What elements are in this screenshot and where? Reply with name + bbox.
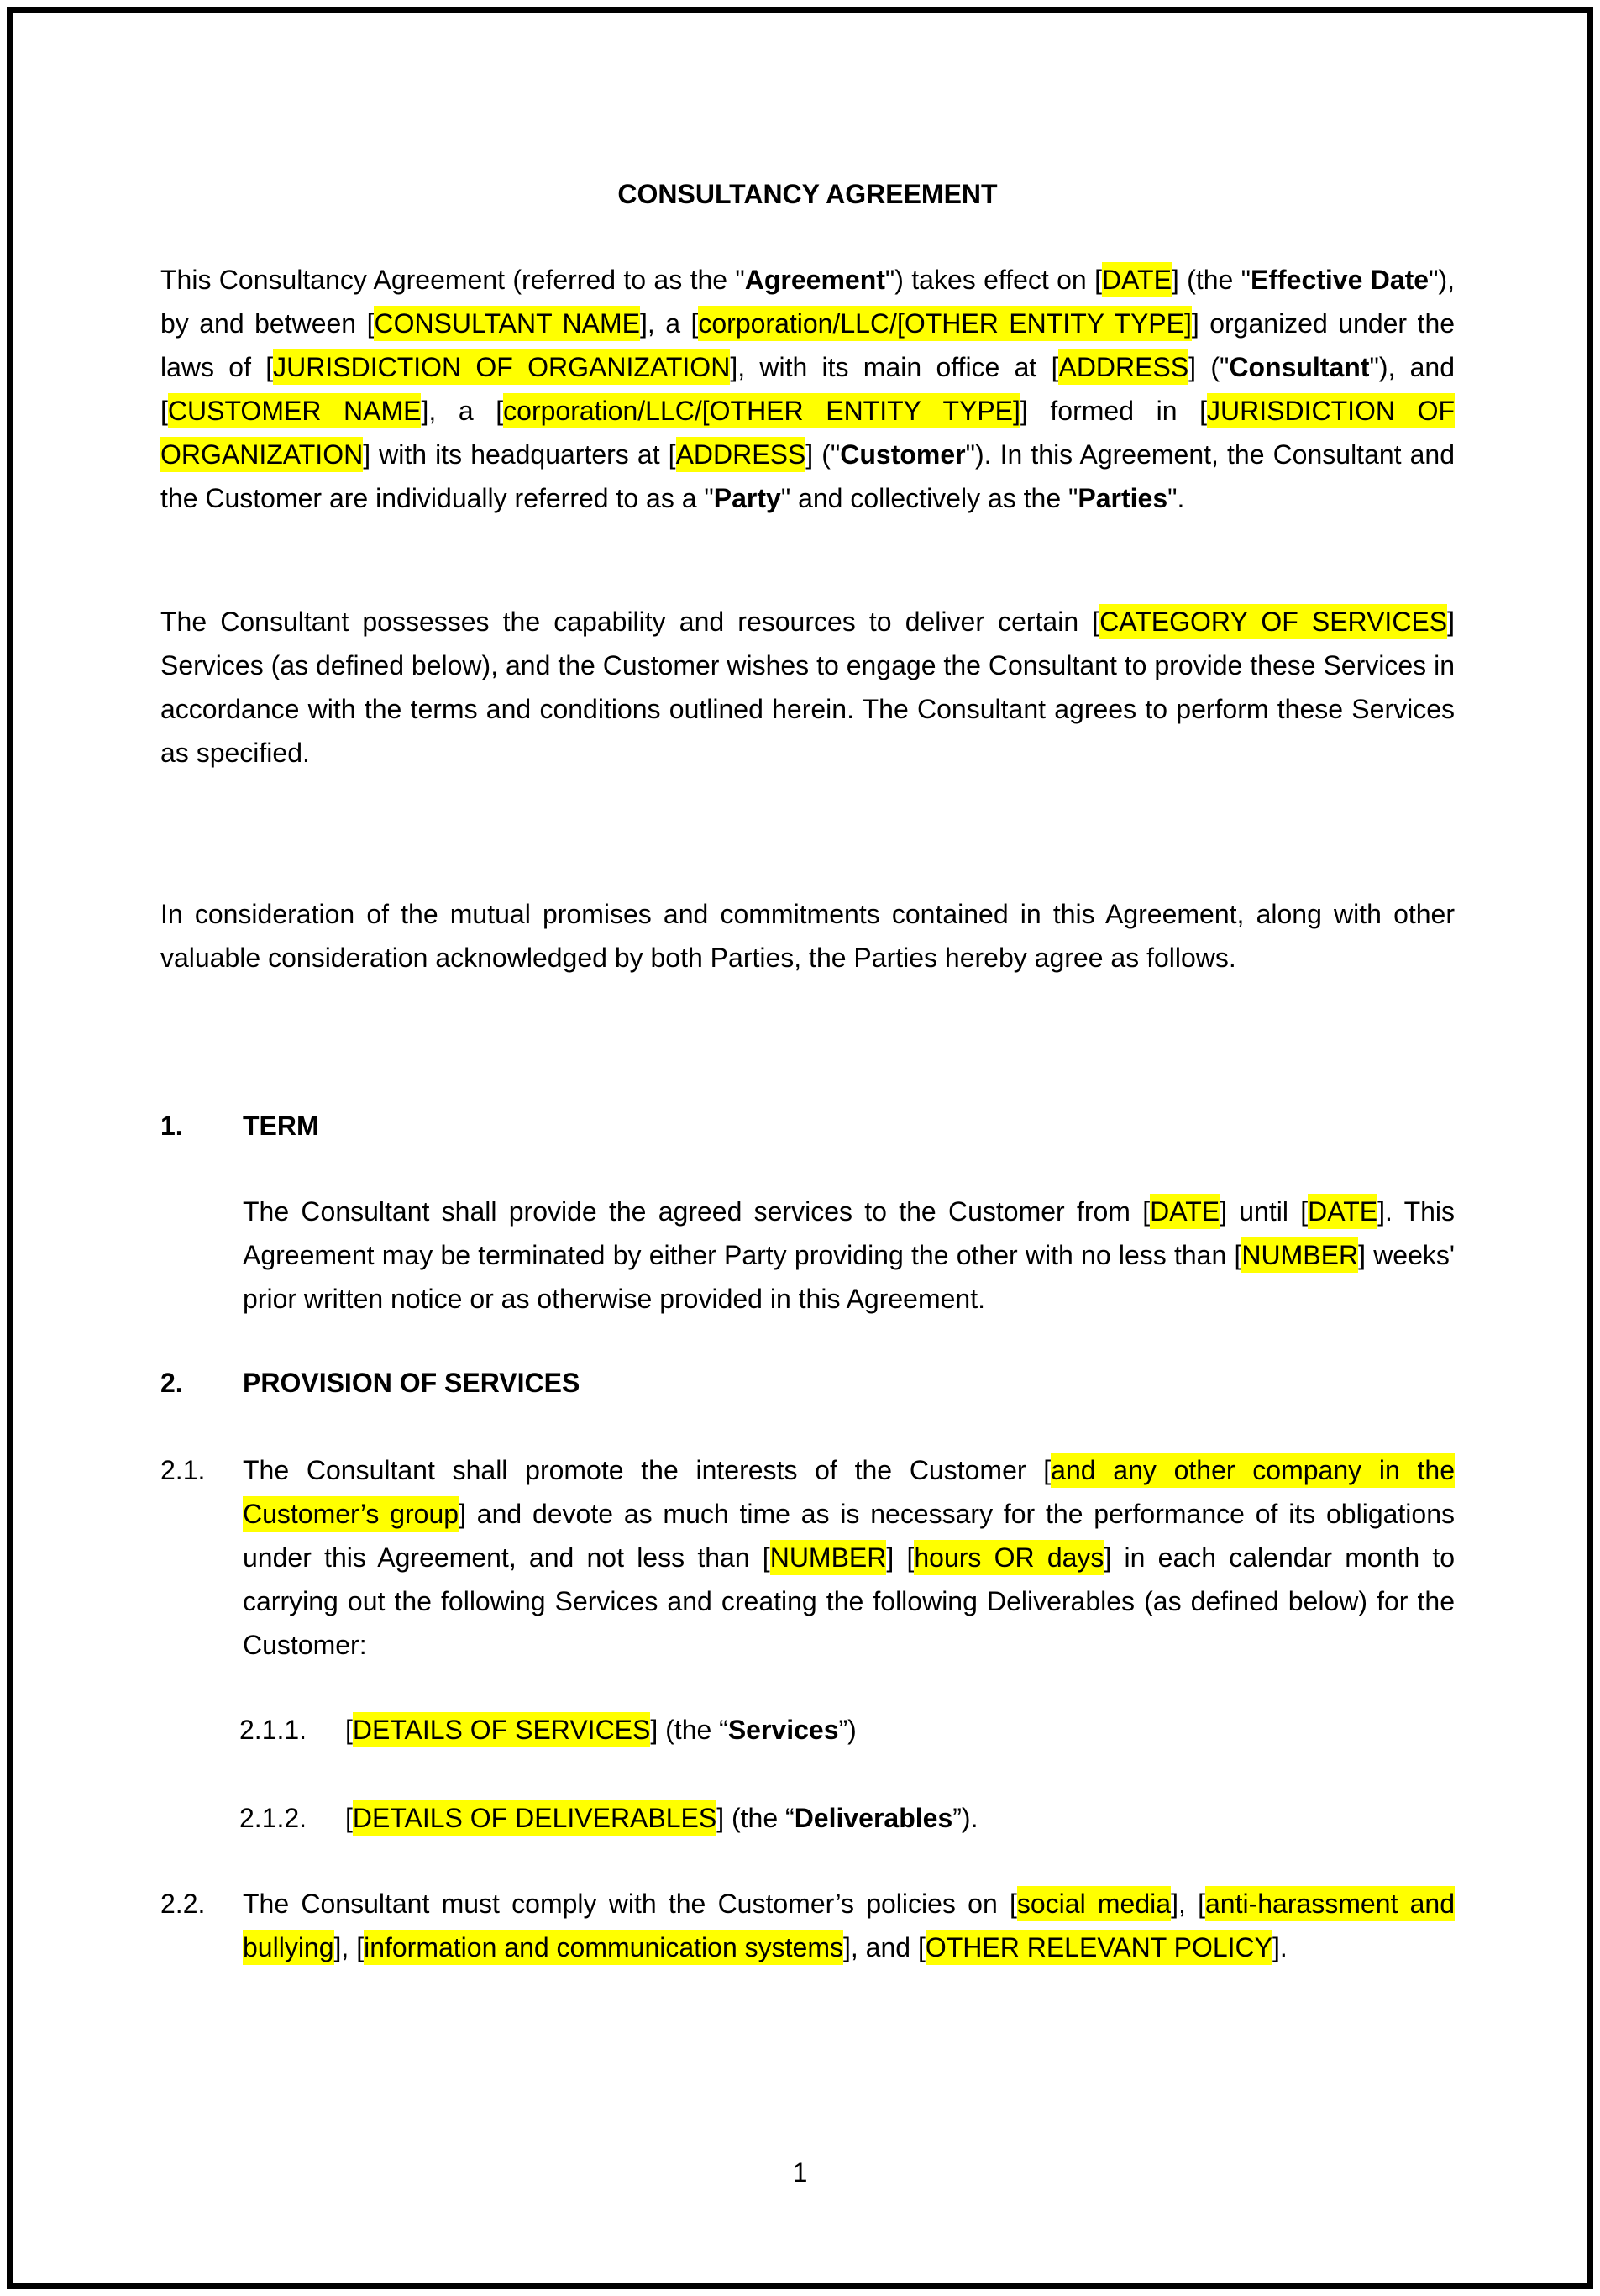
highlighted-placeholder: JURISDICTION OF ORGANIZATION — [160, 393, 1455, 472]
clause-2-2 — [160, 1882, 1455, 1969]
text-segment: ], and [ — [842, 1932, 926, 1962]
highlighted-placeholder: DETAILS OF DELIVERABLES — [353, 1800, 716, 1836]
section-2-number: 2. — [160, 1368, 183, 1398]
highlighted-placeholder: OTHER RELEVANT POLICY — [926, 1930, 1272, 1965]
page-number: 1 — [792, 2157, 808, 2188]
section-1-number: 1. — [160, 1111, 183, 1141]
clause-2-1-2-number: 2.1.2. — [239, 1803, 307, 1833]
clause-2-1-number: 2.1. — [160, 1455, 206, 1485]
highlighted-placeholder: hours OR days — [914, 1540, 1104, 1575]
text-segment: ] and devote as much time as is necessary for the performance of its obligations under this Agreement, and not less than [ — [243, 1499, 1456, 1573]
highlighted-placeholder: social media — [1017, 1886, 1171, 1921]
text-segment: [ — [345, 1715, 353, 1745]
clause-2-1-text — [243, 1448, 1455, 1667]
text-segment: ] weeks' prior written notice or as otherwise provided in this Agreement. — [243, 1240, 1456, 1314]
text-segment: Customer — [840, 439, 966, 470]
highlighted-placeholder: JURISDICTION OF ORGANIZATION — [273, 349, 730, 385]
text-segment: Deliverables — [794, 1803, 953, 1833]
text-segment: Parties — [1078, 483, 1168, 513]
text-segment: Consultant — [1229, 352, 1370, 382]
text-segment: This Consultancy Agreement (referred to as the " — [160, 265, 745, 295]
highlighted-placeholder: NUMBER — [770, 1540, 887, 1575]
intro-paragraph-parties — [160, 258, 1455, 520]
text-segment: ]. — [1272, 1932, 1288, 1962]
highlighted-placeholder: NUMBER — [1241, 1237, 1358, 1273]
clause-2-2-text — [243, 1882, 1455, 1969]
section-2-heading — [160, 1361, 1455, 1405]
text-segment: ] until [ — [1220, 1196, 1309, 1227]
text-segment: "), by and between [ — [160, 265, 1455, 339]
section-1-paragraph — [243, 1190, 1455, 1321]
text-segment: "), and [ — [160, 352, 1456, 426]
text-segment: Party — [713, 483, 781, 513]
document-title: CONSULTANCY AGREEMENT — [617, 179, 998, 209]
text-segment: ], a [ — [639, 308, 699, 339]
highlighted-placeholder: ADDRESS — [676, 437, 806, 472]
text-segment: ] (the " — [1171, 265, 1251, 295]
text-segment: ") takes effect on [ — [884, 265, 1102, 295]
section-1-title: TERM — [243, 1111, 319, 1141]
text-segment: Effective Date — [1251, 265, 1430, 295]
text-segment: [ — [345, 1803, 353, 1833]
text-segment: ] Services (as defined below), and the Customer wishes to engage the Consultant to provide these Services in accordance with the terms and conditions outlined herein. The Consultant agrees to perform these Services as specified. — [160, 607, 1456, 768]
text-segment: The Consultant shall promote the interests of the Customer [ — [243, 1455, 1052, 1485]
highlighted-placeholder: information and communication systems — [364, 1930, 843, 1965]
text-segment: ”) — [838, 1715, 857, 1745]
highlighted-placeholder: CONSULTANT NAME — [374, 306, 640, 341]
section-2-title: PROVISION OF SERVICES — [243, 1368, 580, 1398]
text-segment: ] organized under the laws of [ — [160, 308, 1456, 382]
highlighted-placeholder: corporation/LLC/[OTHER ENTITY TYPE] — [698, 306, 1192, 341]
clause-2-1-1-text — [345, 1708, 1455, 1752]
clause-2-1 — [160, 1448, 1455, 1667]
text-segment: ] (the “ — [650, 1715, 728, 1745]
text-segment: ". — [1167, 483, 1185, 513]
highlighted-placeholder: CATEGORY OF SERVICES — [1099, 604, 1447, 639]
intro-paragraph-consideration — [160, 892, 1455, 980]
text-segment: ”). — [952, 1803, 978, 1833]
text-segment: Agreement — [744, 265, 885, 295]
highlighted-placeholder: DATE — [1150, 1194, 1220, 1229]
highlighted-placeholder: anti-harassment and bullying — [243, 1886, 1455, 1965]
text-segment: The Consultant shall provide the agreed services to the Customer from [ — [243, 1196, 1151, 1227]
text-segment: " and collectively as the " — [780, 483, 1078, 513]
text-segment: ] with its headquarters at [ — [363, 439, 676, 470]
text-segment: ] (" — [1188, 352, 1230, 382]
text-segment: The Consultant must comply with the Customer’s policies on [ — [243, 1889, 1017, 1919]
text-segment: ]. This Agreement may be terminated by either Party providing the other with no less than [ — [243, 1196, 1456, 1270]
text-segment: ] formed in [ — [1020, 396, 1207, 426]
text-segment: ] [ — [886, 1542, 915, 1573]
highlighted-placeholder: DETAILS OF SERVICES — [353, 1712, 650, 1747]
text-segment: ], [ — [1171, 1889, 1205, 1919]
highlighted-placeholder: ADDRESS — [1058, 349, 1188, 385]
clause-2-1-1 — [239, 1708, 1455, 1752]
text-segment: The Consultant possesses the capability and resources to deliver certain [ — [160, 607, 1100, 637]
clause-2-1-1-number: 2.1.1. — [239, 1715, 307, 1745]
text-segment: "). In this Agreement, the Consultant and the Customer are individually referred to as a " — [160, 439, 1456, 513]
text-segment: ], with its main office at [ — [730, 352, 1059, 382]
highlighted-placeholder: DATE — [1308, 1194, 1377, 1229]
text-segment: ] (" — [805, 439, 841, 470]
clause-2-1-2 — [239, 1796, 1455, 1840]
text-segment: Services — [727, 1715, 839, 1745]
highlighted-placeholder: and any other company in the Customer’s group — [243, 1453, 1455, 1532]
clause-2-2-number: 2.2. — [160, 1889, 206, 1919]
text-segment: ], [ — [333, 1932, 365, 1962]
clause-2-1-2-text — [345, 1796, 1455, 1840]
section-1-heading — [160, 1104, 1455, 1148]
text-segment: ] (the “ — [716, 1803, 795, 1833]
page-footer — [0, 2151, 1600, 2194]
highlighted-placeholder: corporation/LLC/[OTHER ENTITY TYPE] — [503, 393, 1020, 428]
highlighted-placeholder: DATE — [1102, 262, 1172, 297]
document-content — [160, 172, 1455, 1969]
text-segment: In consideration of the mutual promises and commitments contained in this Agreement, along with other valuable consideration acknowledged by both Parties, the Parties hereby agree as follows. — [160, 899, 1455, 973]
text-segment: ] in each calendar month to carrying out the following Services and creating the following Deliverables (as defined below) for the Customer: — [243, 1542, 1456, 1660]
highlighted-placeholder: CUSTOMER NAME — [168, 393, 422, 428]
intro-paragraph-recitals — [160, 600, 1455, 775]
text-segment: ], a [ — [421, 396, 504, 426]
